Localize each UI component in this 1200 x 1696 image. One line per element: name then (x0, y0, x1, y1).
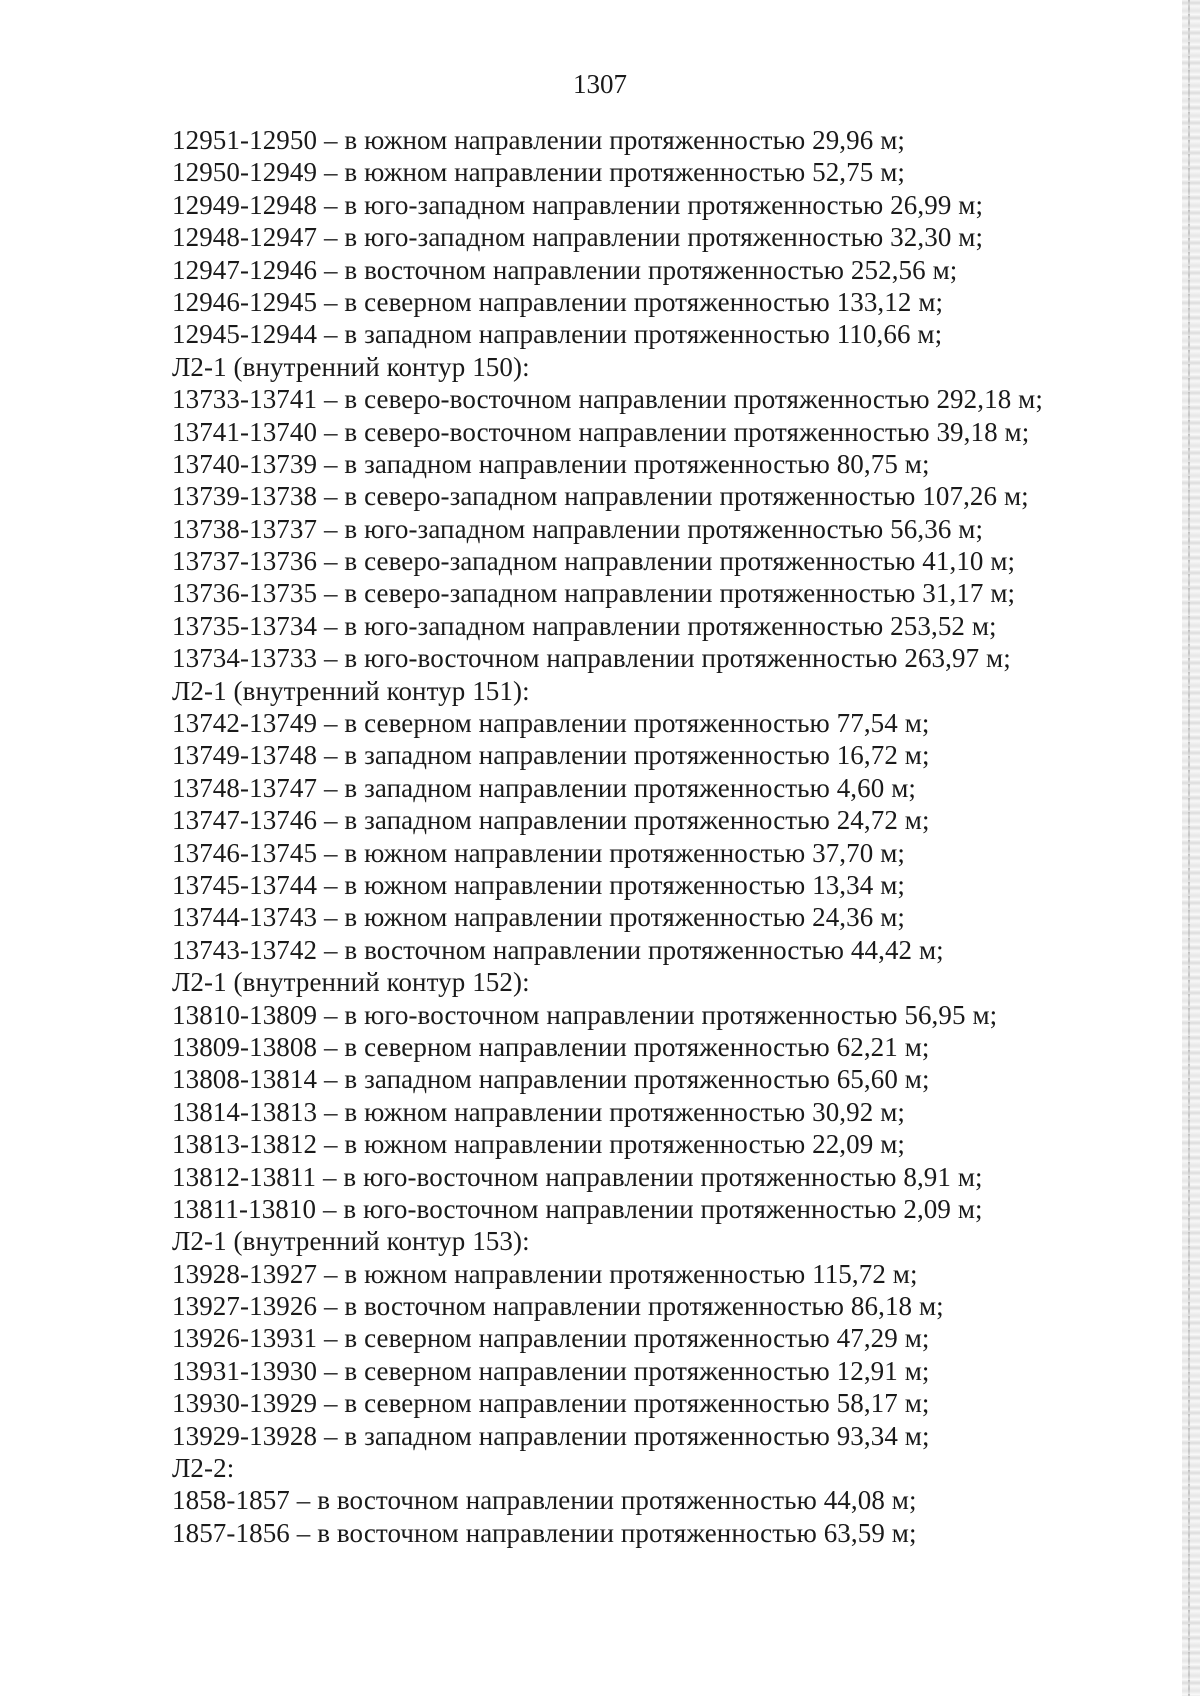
text-line: 13735-13734 – в юго-западном направлении протяженностью 253,52 м; (172, 610, 997, 641)
text-line: 13734-13733 – в юго-восточном направлении протяженностью 263,97 м; (172, 643, 1011, 674)
text-line: 13748-13747 – в западном направлении протяженностью 4,60 м; (172, 772, 916, 803)
text-line: 13739-13738 – в северо-западном направлении протяженностью 107,26 м; (172, 481, 1029, 512)
text-line: 13737-13736 – в северо-западном направлении протяженностью 41,10 м; (172, 546, 1016, 577)
section-heading: Л2-1 (внутренний контур 153): (172, 1226, 530, 1257)
text-line: 13738-13737 – в юго-западном направлении протяженностью 56,36 м; (172, 513, 984, 544)
text-line: 13743-13742 – в восточном направлении протяженностью 44,42 м; (172, 934, 944, 965)
text-line: 1857-1856 – в восточном направлении протяженностью 63,59 м; (172, 1517, 917, 1548)
text-line: 12951-12950 – в южном направлении протяженностью 29,96 м; (172, 125, 905, 155)
text-line: 13810-13809 – в юго-восточном направлении протяженностью 56,95 м; (172, 999, 998, 1030)
text-line: 13733-13741 – в северо-восточном направлении протяженностью 292,18 м; (172, 384, 1043, 415)
scan-edge-line-artifact (1188, 0, 1190, 1696)
scan-edge-artifact (1182, 0, 1200, 1696)
text-line: 13809-13808 – в северном направлении протяженностью 62,21 м; (172, 1031, 930, 1062)
text-line: 12948-12947 – в юго-западном направлении протяженностью 32,30 м; (172, 222, 984, 253)
section-heading: Л2-1 (внутренний контур 151): (172, 675, 530, 706)
section-heading: Л2-1 (внутренний контур 150): (172, 351, 530, 382)
text-line: 13813-13812 – в южном направлении протяженностью 22,09 м; (172, 1129, 905, 1160)
text-line: 12946-12945 – в северном направлении протяженностью 133,12 м; (172, 286, 944, 317)
text-line: 13808-13814 – в западном направлении протяженностью 65,60 м; (172, 1064, 930, 1095)
text-line: 13742-13749 – в северном направлении протяженностью 77,54 м; (172, 708, 930, 739)
text-line: 13736-13735 – в северо-западном направлении протяженностью 31,17 м; (172, 578, 1016, 609)
text-line: 13814-13813 – в южном направлении протяженностью 30,92 м; (172, 1096, 905, 1127)
text-line: 13812-13811 – в юго-восточном направлении протяженностью 8,91 м; (172, 1161, 983, 1192)
text-line: 1858-1857 – в восточном направлении протяженностью 44,08 м; (172, 1485, 917, 1516)
text-line: 13931-13930 – в северном направлении протяженностью 12,91 м; (172, 1355, 930, 1386)
text-line: 13927-13926 – в восточном направлении протяженностью 86,18 м; (172, 1291, 944, 1322)
text-line: 13749-13748 – в западном направлении протяженностью 16,72 м; (172, 740, 930, 771)
page-number: 1307 (573, 69, 627, 99)
text-line: 12950-12949 – в южном направлении протяженностью 52,75 м; (172, 157, 905, 188)
text-line: 13744-13743 – в южном направлении протяженностью 24,36 м; (172, 902, 905, 933)
text-line: 13930-13929 – в северном направлении протяженностью 58,17 м; (172, 1388, 930, 1419)
text-line: 13745-13744 – в южном направлении протяженностью 13,34 м; (172, 869, 905, 900)
text-line: 13928-13927 – в южном направлении протяженностью 115,72 м; (172, 1258, 918, 1289)
text-line: 13741-13740 – в северо-восточном направлении протяженностью 39,18 м; (172, 416, 1030, 447)
text-line: 13746-13745 – в южном направлении протяженностью 37,70 м; (172, 837, 905, 868)
text-line: 13811-13810 – в юго-восточном направлении протяженностью 2,09 м; (172, 1193, 983, 1224)
text-line: 13926-13931 – в северном направлении протяженностью 47,29 м; (172, 1323, 930, 1354)
boundary-description-list (172, 124, 1172, 1549)
text-line: 12945-12944 – в западном направлении протяженностью 110,66 м; (172, 319, 943, 350)
text-line: 13740-13739 – в западном направлении протяженностью 80,75 м; (172, 448, 930, 479)
section-heading: Л2-2: (172, 1453, 235, 1484)
text-line: 13929-13928 – в западном направлении протяженностью 93,34 м; (172, 1420, 930, 1451)
section-heading: Л2-1 (внутренний контур 152): (172, 967, 530, 998)
text-line: 12949-12948 – в юго-западном направлении протяженностью 26,99 м; (172, 189, 984, 220)
text-line: 12947-12946 – в восточном направлении протяженностью 252,56 м; (172, 254, 958, 285)
text-line: 13747-13746 – в западном направлении протяженностью 24,72 м; (172, 805, 930, 836)
